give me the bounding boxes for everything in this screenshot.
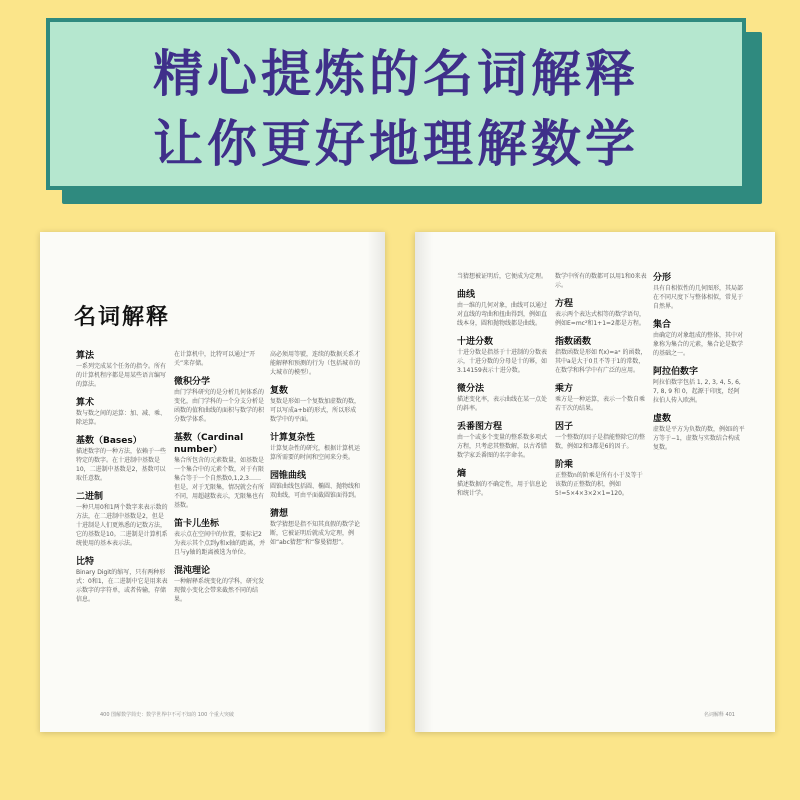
glossary-entry	[174, 350, 266, 368]
banner-line-1: 精心提炼的名词解释	[153, 45, 639, 103]
glossary-term: 十进分数	[457, 337, 494, 347]
glossary-definition: 计算复杂性的研究，根据计算机运算所需要的时间和空间来分类。	[270, 445, 361, 461]
glossary-entry	[270, 508, 362, 547]
glossary-definition: Binary Digit的缩写，只有两种形式：0和1，在二进制中它是用来表示数字的字符单，或者传输，存储信息。	[76, 569, 168, 603]
glossary-definition: 描述变化率，表示曲线在某一点处的斜率。	[457, 396, 548, 412]
glossary-entry	[457, 289, 549, 328]
glossary-definition: 高必须用等號，连续的数据关系才能解释和预测的行为（包括城市的大城市的模型）。	[270, 351, 361, 376]
glossary-term: 集合	[653, 320, 672, 330]
left-column-1	[76, 350, 168, 612]
glossary-entry	[555, 383, 647, 413]
glossary-entry	[76, 350, 168, 389]
glossary-definition: 十进分数是指基于十进制的分数表示，十进分数的分母是十的幂，如3.14159表示十进分数。	[457, 349, 548, 374]
glossary-definition: 一系列完成某个任务的指令。所有的计算机程序都是用某些语言编写的算法。	[76, 363, 167, 388]
glossary-entry	[555, 272, 647, 290]
glossary-term: 熵	[457, 469, 467, 479]
right-column-3	[653, 272, 745, 460]
glossary-term: 微分法	[457, 384, 485, 394]
glossary-definition: 阿拉伯数字包括 1, 2, 3, 4, 5, 6, 7, 8, 9 和 0，起源于印度，经阿拉伯人传入欧洲。	[653, 379, 741, 404]
glossary-definition: 一种解释系统变化的学科，研究发现微小变化会带来截然不同的结果。	[174, 578, 265, 603]
glossary-definition: 复数是形如一个复数加虚数的数，可以写成a+bi的形式，所以形成数学中的平面。	[270, 398, 361, 423]
glossary-term: 算术	[76, 398, 95, 408]
glossary-term: 方程	[555, 299, 574, 309]
glossary-entry	[555, 421, 647, 451]
glossary-definition: 由一个或多个变量的整系数多项式方程，只考虑其整数解，以古希腊数学家丢番图的名字命名。	[457, 434, 548, 459]
glossary-term: 曲线	[457, 290, 476, 300]
glossary-definition: 数学猜想是指不知其真假的数学论断，它被证明后就成为定理，例如“abc猜想”和“黎曼猜想”。	[270, 521, 361, 546]
glossary-entry	[76, 397, 168, 427]
glossary-term: 阶乘	[555, 460, 574, 470]
glossary-definition: 由门学科研究的是分析几何体系的变化，由门学科的一个分支分析是函数的值和曲线的面积与数学的积分数学体系。	[174, 389, 265, 423]
glossary-term: 猜想	[270, 509, 289, 519]
glossary-entry	[555, 298, 647, 328]
glossary-definition: 描述数字的一种方法，依赖于一些特定的数字。在十进制中基数是10，二进制中基数是2，基数可以取任意数。	[76, 448, 167, 482]
right-page-footer: 名词解释 401	[703, 712, 735, 718]
glossary-term: 基数（Cardinal number）	[174, 433, 244, 455]
glossary-entry	[555, 336, 647, 375]
glossary-entry	[457, 421, 549, 460]
glossary-term: 二进制	[76, 492, 104, 502]
glossary-entry	[174, 376, 266, 424]
glossary-definition: 圆锥曲线包括圆、椭圆、抛物线和双曲线，可由平面截圆锥面得到。	[270, 483, 361, 499]
banner	[46, 18, 746, 190]
glossary-term: 因子	[555, 422, 574, 432]
glossary-entry	[653, 366, 745, 405]
glossary-entry	[653, 319, 745, 358]
glossary-definition: 在计算机中，比特可以通过“开关”来存储。	[174, 351, 256, 367]
glossary-term: 指数函数	[555, 337, 592, 347]
glossary-entry	[653, 413, 745, 452]
glossary-definition: 乘方是一种运算，表示一个数自乘若干次的结果。	[555, 396, 646, 412]
glossary-definition: 数学中所有的数都可以用1和0来表示。	[555, 273, 647, 289]
glossary-entry	[653, 272, 745, 311]
glossary-entry	[76, 491, 168, 548]
glossary-entry	[270, 470, 362, 500]
glossary-entry	[76, 435, 168, 483]
glossary-term: 微积分学	[174, 377, 211, 387]
glossary-term: 丢番图方程	[457, 422, 503, 432]
left-page	[40, 232, 385, 732]
glossary-definition: 由确定的对象组成的整体，其中对象称为集合的元素，集合论是数学的基础之一。	[653, 332, 744, 357]
glossary-term: 分形	[653, 273, 672, 283]
glossary-definition: 由一维的几何对象，曲线可以通过对直线的弯曲和扭曲得到，例如直线本身，圆和抛物线都是曲线。	[457, 302, 548, 327]
right-column-2	[555, 272, 647, 506]
glossary-entry	[457, 336, 549, 375]
glossary-entry	[270, 385, 362, 424]
glossary-definition: 一种只用0和1两个数字来表示数的方法，在二进制中基数是2，但是十进制是人们更熟悉的记数方法，它的基数是10。二进制是计算机系统使用的基本表示法。	[76, 504, 168, 547]
glossary-entry	[270, 350, 362, 377]
glossary-definition: 指数函数是形如 f(x)=aˣ 的函数，其中a是大于0且不等于1的常数，在数学和科学中有广泛的应用。	[555, 349, 647, 374]
glossary-term: 虚数	[653, 414, 672, 424]
glossary-term: 混沌理论	[174, 566, 211, 576]
glossary-entry	[174, 432, 266, 510]
glossary-term: 基数（Bases）	[76, 436, 142, 446]
left-column-2	[174, 350, 266, 612]
glossary-entry	[270, 432, 362, 462]
glossary-definition: 集合所包含的元素数量，如基数是一个集合中的元素个数，对于有限集合等于一个自然数0,1,2,3……但是，对于无限集，情况就会有所不同，用超越数表示，无限集也有基数。	[174, 457, 265, 509]
glossary-term: 计算复杂性	[270, 433, 316, 443]
glossary-term: 阿拉伯数字	[653, 367, 699, 377]
glossary-definition: 数与数之间的运算：加、减、乘、除运算。	[76, 410, 167, 426]
glossary-entry	[174, 518, 266, 557]
glossary-definition: 正整数n的阶乘是所有小于及等于该数的正整数的积，例如5!=5×4×3×2×1=120。	[555, 472, 643, 497]
banner-line-2: 让你更好地理解数学	[153, 115, 639, 173]
right-column-1	[457, 272, 549, 506]
glossary-definition: 当猜想被证明后，它便成为定理。	[457, 273, 548, 280]
left-column-3	[270, 350, 362, 555]
glossary-definition: 具有自相似性的几何图形，其局部在不同尺度下与整体相似，常见于自然界。	[653, 285, 744, 310]
left-page-footer: 400 图解数学简史：数学世界中不可不知的 100 个重大突破	[100, 712, 234, 718]
glossary-entry	[457, 468, 549, 498]
gutter-shadow	[367, 232, 385, 732]
glossary-definition: 一个整数的因子是指能整除它的整数，例如2和3都是6的因子。	[555, 434, 646, 450]
glossary-term: 算法	[76, 351, 95, 361]
right-page	[415, 232, 775, 732]
glossary-entry	[457, 272, 549, 281]
glossary-term: 园锥曲线	[270, 471, 307, 481]
glossary-definition: 表示点在空间中的位置，要标记2为表示其个点到y和x轴的距离，并且与y轴的距离被选为单位。	[174, 531, 266, 556]
glossary-term: 比特	[76, 557, 95, 567]
gutter-shadow	[415, 232, 433, 732]
glossary-term: 笛卡儿坐标	[174, 519, 220, 529]
glossary-definition: 表示两个表达式相等的数学语句，例如E=mc²和1+1=2都是方程。	[555, 311, 646, 327]
page-heading: 名词解释	[74, 305, 171, 330]
glossary-entry	[457, 383, 549, 413]
glossary-entry	[174, 565, 266, 604]
glossary-term: 复数	[270, 386, 289, 396]
glossary-term: 乘方	[555, 384, 574, 394]
glossary-entry	[555, 459, 647, 498]
glossary-definition: 描述数据的不确定性，用于信息论和统计学。	[457, 481, 548, 497]
glossary-entry	[76, 556, 168, 604]
glossary-definition: 虚数是平方为负数的数，例如i的平方等于−1，虚数与实数结合构成复数。	[653, 426, 745, 451]
